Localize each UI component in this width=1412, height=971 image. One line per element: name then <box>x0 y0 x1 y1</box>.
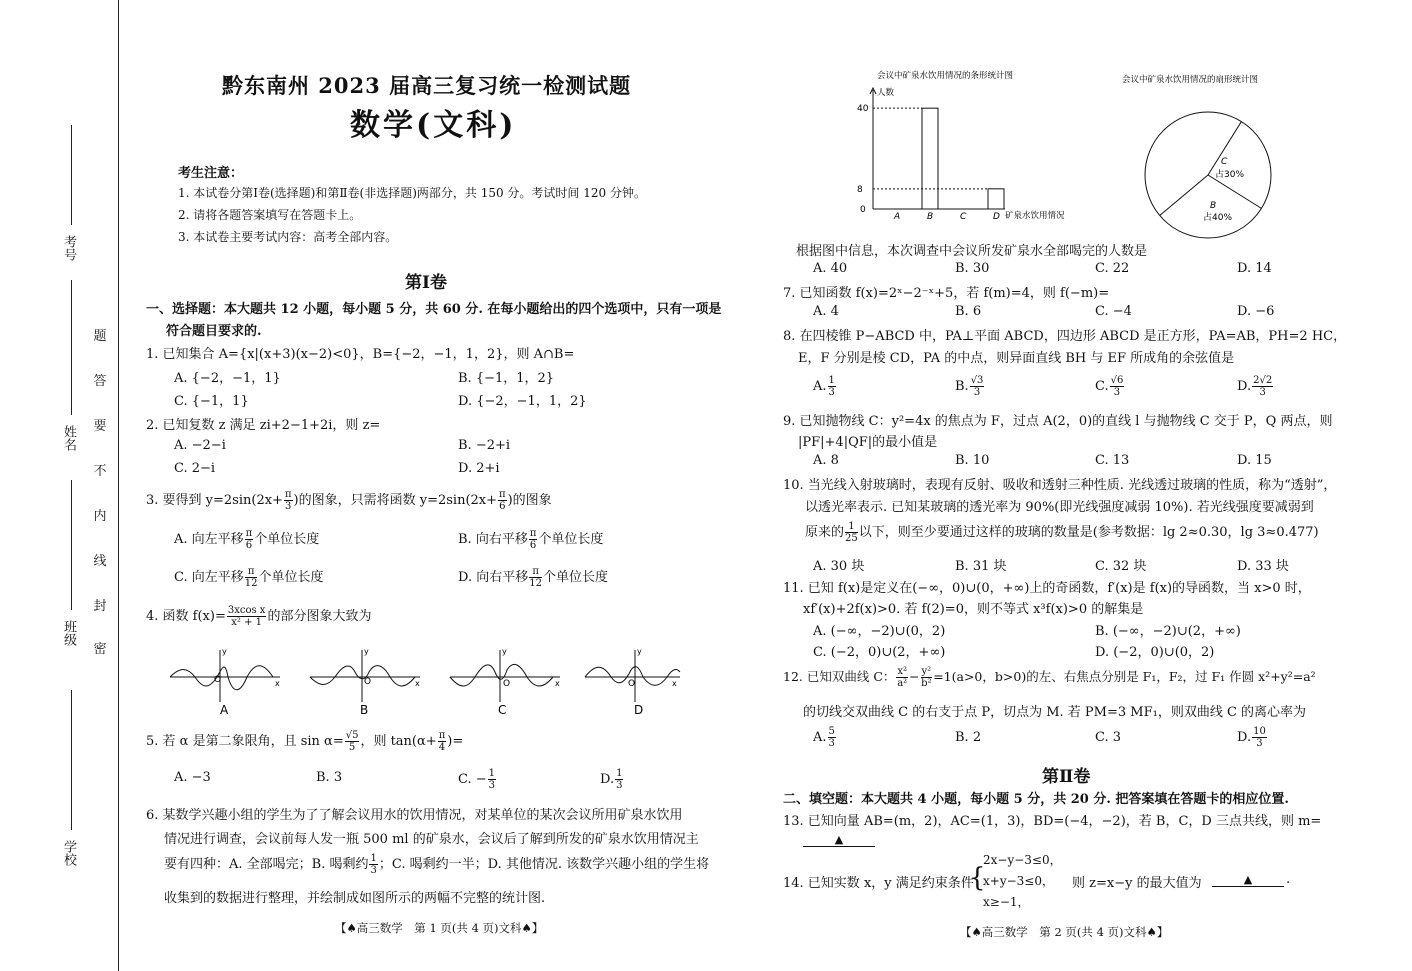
pie-chart-title: 会议中矿泉水饮用情况的扇形统计图 <box>1122 75 1259 85</box>
q4-graph-c[interactable] <box>450 647 560 717</box>
q4-graph-d[interactable] <box>585 647 680 717</box>
q13-stem: 13. 已知向量 AB=(m，2)，AC=(1，3)，BD=(−4，−2)，若 B，C，D 三点共线，则 m= <box>783 814 1322 829</box>
q14-brace: { <box>969 863 986 893</box>
q14-stem: 14. 已知实数 x，y 满足约束条件 <box>783 876 974 891</box>
pie-pct-c: 占30% <box>1215 170 1245 180</box>
q9-line: 9. 已知抛物线 C：y²=4x 的焦点为 F，过点 A(2，0)的直线 l 与抛物线 C 交于 P，Q 两点，则 <box>783 414 1333 429</box>
q10-line: 10. 当光线入射玻璃时，表现有反射、吸收和透射三种性质. 光线透过玻璃的性质，称为“透射”， <box>783 478 1337 493</box>
q10-option-b[interactable]: B. 31 块 <box>955 559 1007 574</box>
q8-option-c[interactable]: C. $\frac{√6}{3}$ <box>1095 375 1124 398</box>
q7-stem: 7. 已知函数 f(x)=2ˣ−2⁻ˣ+5，若 f(m)=4，则 f(−m)= <box>783 286 1110 301</box>
q11-option-a[interactable]: A. (−∞，−2)∪(0，2) <box>813 624 946 639</box>
q4-graph-b[interactable] <box>310 647 420 717</box>
footer-left: 【♠高三数学 第 1 页(共 4 页)文科♠】 <box>335 921 544 935</box>
q4-axis-y: y <box>222 647 227 656</box>
name-label: 姓名 <box>61 425 76 451</box>
q12-line: 12. 已知双曲线 C： $\frac{\text{x²}}{\text{a²}}$ − $\frac{\text{y²}}{\text{b²}}$ =1(a>0，b>0)的左、右焦点分别是 F₁，F₂，过 F₁ 作圆 x²+y²=a² <box>783 666 1316 689</box>
q14-post: 则 z=x−y 的最大值为 <box>1072 876 1202 891</box>
q5-option-a[interactable]: A. −3 <box>174 770 211 785</box>
q9-line: |PF|+4|QF|的最小值是 <box>798 435 938 450</box>
exam-no-label: 考号 <box>61 235 76 261</box>
q3-option-a[interactable]: A. 向左平移 $\frac{\pi}{6}$ 个单位长度 <box>174 528 320 551</box>
q11-line: xf′(x)+2f(x)>0. 若 f(2)=0，则不等式 x³f(x)>0 的解集是 <box>803 602 1144 617</box>
q13-blank[interactable]: ▲ <box>803 832 875 847</box>
q4-graphs <box>165 642 685 720</box>
q8-line: E，F 分别是棱 CD，PA 的中点，则异面直线 BH 与 EF 所成角的余弦值是 <box>798 351 1235 366</box>
q14-constraint: x≥−1， <box>983 895 1030 909</box>
q6-line: 要有四种：A. 全部喝完；B. 喝剩约 $\frac{1}{3}$ ；C. 喝剩约一半；D. 其他情况. 该数学兴趣小组的学生将 <box>164 853 710 876</box>
x-tick-label-D: D <box>993 212 1000 222</box>
q3-option-c[interactable]: C. 向左平移 $\frac{\pi}{12}$ 个单位长度 <box>174 566 324 589</box>
q4-axis-x: x <box>672 679 677 688</box>
q6-line: 情况进行调查，会议前每人发一瓶 500 ml 的矿泉水，会议后了解到所发的矿泉水饮用情况主 <box>164 832 699 847</box>
q4-label-b: B <box>360 703 369 717</box>
q9-option-d[interactable]: D. 15 <box>1237 453 1272 468</box>
q6-line: 收集到的数据进行整理，并绘制成如图所示的两幅不完整的统计图. <box>164 891 546 906</box>
q11-option-d[interactable]: D. (−2，0)∪(0，2) <box>1095 645 1215 660</box>
part2-title: 第Ⅱ卷 <box>1042 767 1091 787</box>
seal-char: 封 <box>93 599 107 614</box>
q12-option-b[interactable]: B. 2 <box>955 730 982 745</box>
q6-option-b[interactable]: B. 30 <box>955 261 990 276</box>
q9-option-b[interactable]: B. 10 <box>955 453 990 468</box>
q6-after: 根据图中信息，本次调查中会议所发矿泉水全部喝完的人数是 <box>796 244 1148 259</box>
q4-label-a: A <box>220 703 229 717</box>
class-label: 班级 <box>61 620 76 646</box>
q11-line: 11. 已知 f(x)是定义在(−∞，0)∪(0，+∞)上的奇函数，f′(x)是 f(x)的导函数，当 x>0 时， <box>783 581 1311 596</box>
bar-B <box>922 108 938 209</box>
notice-item: 2. 请将各题答案填写在答题卡上。 <box>178 208 362 222</box>
seal-char: 要 <box>93 419 107 434</box>
q4-label-c: C <box>498 703 507 717</box>
q10-option-a[interactable]: A. 30 块 <box>813 559 865 574</box>
q6-option-d[interactable]: D. 14 <box>1237 261 1272 276</box>
seal-char: 密 <box>93 642 107 657</box>
section-heading: 一、选择题：本大题共 12 小题，每小题 5 分，共 60 分. 在每小题给出的四个选项中，只有一项是 <box>146 302 722 317</box>
q10-line: 以透光率表示. 已知某玻璃的透光率为 90%(即光线强度减弱 10%). 若光线强度要减弱到 <box>805 500 1314 515</box>
q11-option-b[interactable]: B. (−∞，−2)∪(2，+∞) <box>1095 624 1241 639</box>
bar-chart-title: 会议中矿泉水饮用情况的条形统计图 <box>877 71 1014 81</box>
notice-heading: 考生注意： <box>178 166 244 181</box>
seal-char: 内 <box>93 509 107 524</box>
q8-line: 8. 在四棱锥 P−ABCD 中，PA⊥平面 ABCD，四边形 ABCD 是正方形，PA=AB，PH=2 HC， <box>783 329 1347 344</box>
bar-chart <box>855 68 1095 228</box>
bar-chart-xlabel: 矿泉水饮用情况 <box>1005 211 1065 221</box>
pie-radius-2 <box>1160 175 1208 215</box>
q2-stem: 2. 已知复数 z 满足 zi+2−1+2i，则 z= <box>146 418 381 433</box>
q12-option-c[interactable]: C. 3 <box>1095 730 1122 745</box>
q1-option-b[interactable]: B. {−1，1，2} <box>458 371 555 386</box>
x-tick-label-A: A <box>894 212 901 222</box>
exam-no-field[interactable] <box>71 125 72 225</box>
q4-axis-y: y <box>502 647 507 656</box>
q5-stem: 5. 若 α 是第二象限角，且 sin α= $\frac{√5}{5}$ ，则 tan(α+ $\frac{\pi}{4}$ )= <box>146 730 464 753</box>
q2-option-c[interactable]: C. 2−i <box>174 461 216 476</box>
seal-line <box>118 0 119 971</box>
q4-axis-y: y <box>637 647 642 656</box>
part2-section: 二、填空题：本大题共 4 小题，每小题 5 分，共 20 分. 把答案填在答题卡的相应位置. <box>783 792 1289 807</box>
q14-end: . <box>1286 872 1291 887</box>
section-heading-cont: 符合题目要求的. <box>166 324 262 339</box>
q12-option-d[interactable]: D. $\frac{10}{3}$ <box>1237 726 1266 749</box>
q1-option-c[interactable]: C. {−1，1} <box>174 394 249 409</box>
q1-option-d[interactable]: D. {−2，−1，1，2} <box>458 394 587 409</box>
subject-title: 数学(文科) <box>350 108 517 143</box>
school-label: 学校 <box>61 840 76 866</box>
q3-option-b[interactable]: B. 向右平移 $\frac{\pi}{6}$ 个单位长度 <box>458 528 604 551</box>
pie-label-c: C <box>1221 157 1228 167</box>
x-tick-label-C: C <box>960 212 967 222</box>
q7-option-d[interactable]: D. −6 <box>1237 304 1275 319</box>
part1-title: 第Ⅰ卷 <box>405 273 447 293</box>
q4-graph-a[interactable] <box>170 647 280 717</box>
seal-char: 答 <box>93 374 107 389</box>
q5-option-c[interactable]: C. − $\frac{1}{3}$ <box>458 768 496 791</box>
q4-stem: 4. 函数 f(x)= $\frac{\text{3xcos x}}{\text{x² + 1}}$ 的部分图象大致为 <box>146 605 372 628</box>
q1-option-a[interactable]: A. {−2，−1，1} <box>174 371 281 386</box>
y-tick-label: 8 <box>857 184 863 195</box>
q7-option-b[interactable]: B. 6 <box>955 304 982 319</box>
seal-char: 不 <box>93 464 107 479</box>
q9-option-c[interactable]: C. 13 <box>1095 453 1130 468</box>
q3-option-d[interactable]: D. 向右平移 $\frac{\pi}{12}$ 个单位长度 <box>458 566 608 589</box>
seal-char: 线 <box>93 554 107 569</box>
seal-char: 题 <box>93 329 107 344</box>
pie-label-b: B <box>1210 201 1217 211</box>
y-tick-label: 40 <box>857 104 869 115</box>
bars <box>873 108 1004 209</box>
q7-option-a[interactable]: A. 4 <box>813 304 839 319</box>
bar-D <box>988 189 1004 209</box>
q12-line: 的切线交双曲线 C 的右支于点 P，切点为 M. 若 PM=3 MF₁，则双曲线 C 的离心率为 <box>803 705 1307 720</box>
pie-chart <box>1120 68 1310 243</box>
q10-option-d[interactable]: D. 33 块 <box>1237 559 1289 574</box>
q3-stem: 3. 要得到 y=2sin(2x+ $\frac{\pi}{3}$ )的图象，只需将函数 y=2sin(2x+ $\frac{\pi}{6}$ )的图象 <box>146 489 552 512</box>
school-field[interactable] <box>71 690 72 830</box>
q4-label-d: D <box>634 703 644 717</box>
q4-axis-x: x <box>415 679 420 688</box>
q2-option-d[interactable]: D. 2+i <box>458 461 500 476</box>
q14-constraint: 2x−y−3≤0， <box>983 853 1062 867</box>
q14-blank[interactable]: ▲ <box>1212 872 1284 887</box>
q4-origin: O <box>214 675 222 685</box>
q9-option-a[interactable]: A. 8 <box>813 453 839 468</box>
q4-axis-y: y <box>364 647 369 656</box>
y-ticks <box>857 104 869 195</box>
notice-item: 1. 本试卷分第Ⅰ卷(选择题)和第Ⅱ卷(非选择题)两部分，共 150 分。考试时间 120 分钟。 <box>178 186 646 200</box>
bar-chart-origin: 0 <box>860 205 866 215</box>
q8-option-d[interactable]: D. $\frac{2√2}{3}$ <box>1237 375 1273 398</box>
q8-option-b[interactable]: B. $\frac{√3}{3}$ <box>955 375 984 398</box>
q5-option-d[interactable]: D. $\frac{1}{3}$ <box>600 768 623 791</box>
x-tick-label-B: B <box>927 212 934 222</box>
q2-option-a[interactable]: A. −2−i <box>174 438 226 453</box>
q2-option-b[interactable]: B. −2+i <box>458 438 511 453</box>
q12-option-a[interactable]: A. $\frac{5}{3}$ <box>813 726 835 749</box>
name-field[interactable] <box>71 280 72 415</box>
notice-item: 3. 本试卷主要考试内容：高考全部内容。 <box>178 230 398 244</box>
q10-line: 原来的 $\frac{1}{25}$ 以下，则至少要通过这样的玻璃的数量是(参考数据：lg 2≈0.30，lg 3≈0.477) <box>805 521 1319 544</box>
pie-pct-b: 占40% <box>1203 213 1233 223</box>
x-tick-labels <box>893 212 1000 222</box>
q4-origin: O <box>503 679 511 689</box>
q10-option-c[interactable]: C. 32 块 <box>1095 559 1147 574</box>
footer-right: 【♠高三数学 第 2 页(共 4 页)文科♠】 <box>960 925 1169 939</box>
q4-origin: O <box>364 677 372 687</box>
class-field[interactable] <box>71 480 72 610</box>
q14-constraint: x+y−3≤0， <box>983 874 1054 888</box>
q4-axis-x: x <box>275 679 280 688</box>
q8-option-a[interactable]: A. $\frac{1}{3}$ <box>813 375 835 398</box>
q11-option-c[interactable]: C. (−2，0)∪(2，+∞) <box>813 645 946 660</box>
q6-option-a[interactable]: A. 40 <box>813 261 848 276</box>
exam-title: 黔东南州 2023 届高三复习统一检测试题 <box>222 73 632 98</box>
q6-line: 6. 某数学兴趣小组的学生为了了解会议用水的饮用情况，对某单位的某次会议所用矿泉水饮用 <box>146 808 683 823</box>
q1-stem: 1. 已知集合 A={x|(x+3)(x−2)<0}，B={−2，−1，1，2}，则 A∩B= <box>146 347 575 362</box>
q4-origin: O <box>628 679 636 689</box>
q4-axis-x: x <box>555 679 560 688</box>
bar-chart-ylabel: 人数 <box>877 88 895 98</box>
q6-option-c[interactable]: C. 22 <box>1095 261 1130 276</box>
q7-option-c[interactable]: C. −4 <box>1095 304 1132 319</box>
q5-option-b[interactable]: B. 3 <box>316 770 343 785</box>
